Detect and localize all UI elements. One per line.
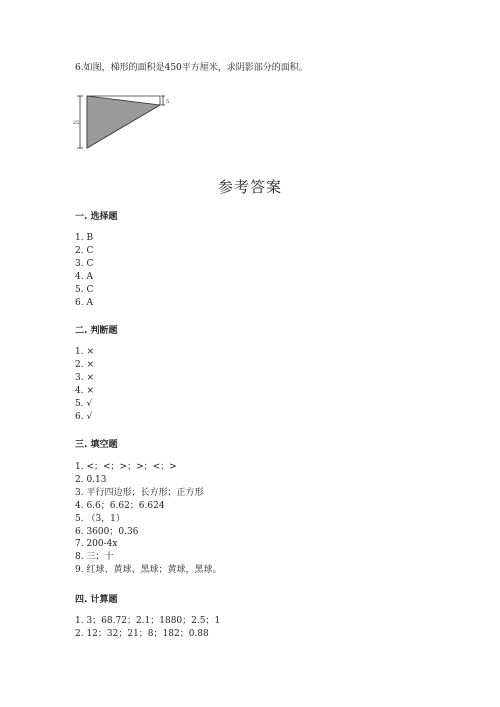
answer-item: 9. 红球、黄球、黑球；黄球，黑球。: [75, 565, 222, 576]
answer-item: 4. A: [75, 271, 93, 282]
section-heading-calc: 四. 计算题: [75, 595, 118, 605]
answer-item: 2. ×: [75, 359, 94, 370]
answer-item: 4. ×: [75, 385, 94, 396]
answer-item: 1. B: [75, 233, 94, 243]
answer-item: 1. 3；68.72；2.1；1880；2.5；1: [75, 616, 221, 626]
top-label: 5: [166, 99, 170, 105]
section-heading-choice: 一. 选择题: [75, 212, 118, 222]
answer-item: 5. C: [75, 284, 94, 295]
section-heading-judge: 二. 判断题: [75, 326, 118, 336]
answer-item: 6. A: [75, 297, 93, 308]
answer-title: 参考答案: [217, 178, 282, 196]
answer-item: 6. √: [75, 411, 93, 422]
height-label: 25: [73, 120, 80, 126]
shaded-triangle: [87, 96, 160, 148]
trapezoid-figure: [72, 92, 172, 152]
answer-item: 5. √: [75, 398, 93, 409]
answer-item: 5. （3，1）: [75, 513, 125, 524]
answer-item: 6. 3600；0.36: [75, 526, 139, 537]
question-6: 6.如图，梯形的面积是450平方厘米，求阴影部分的面积。: [75, 63, 308, 73]
section-heading-fill: 三. 填空题: [75, 440, 118, 450]
answer-item: 4. 6.6；6.62；6.624: [75, 500, 165, 511]
section-list-choice: [75, 232, 93, 309]
answer-item: 3. 平行四边形；长方形；正方形: [75, 487, 204, 498]
answer-item: 3. C: [75, 258, 94, 269]
section-list-judge: [75, 346, 94, 423]
answer-item: 8. 三；十: [75, 552, 114, 563]
section-list-fill: [75, 461, 221, 577]
answer-item: 2. C: [75, 245, 94, 256]
answer-item: 1. <；<；>；>；<；>: [75, 462, 177, 472]
answer-item: 2. 12；32；21；8；182；0.88: [75, 628, 209, 639]
section-list-calc: [75, 615, 220, 641]
answer-item: 7. 200-4x: [75, 539, 118, 550]
answer-item: 2. 0.13: [75, 474, 107, 485]
answer-item: 3. ×: [75, 372, 94, 383]
answer-item: 1. ×: [75, 347, 94, 357]
